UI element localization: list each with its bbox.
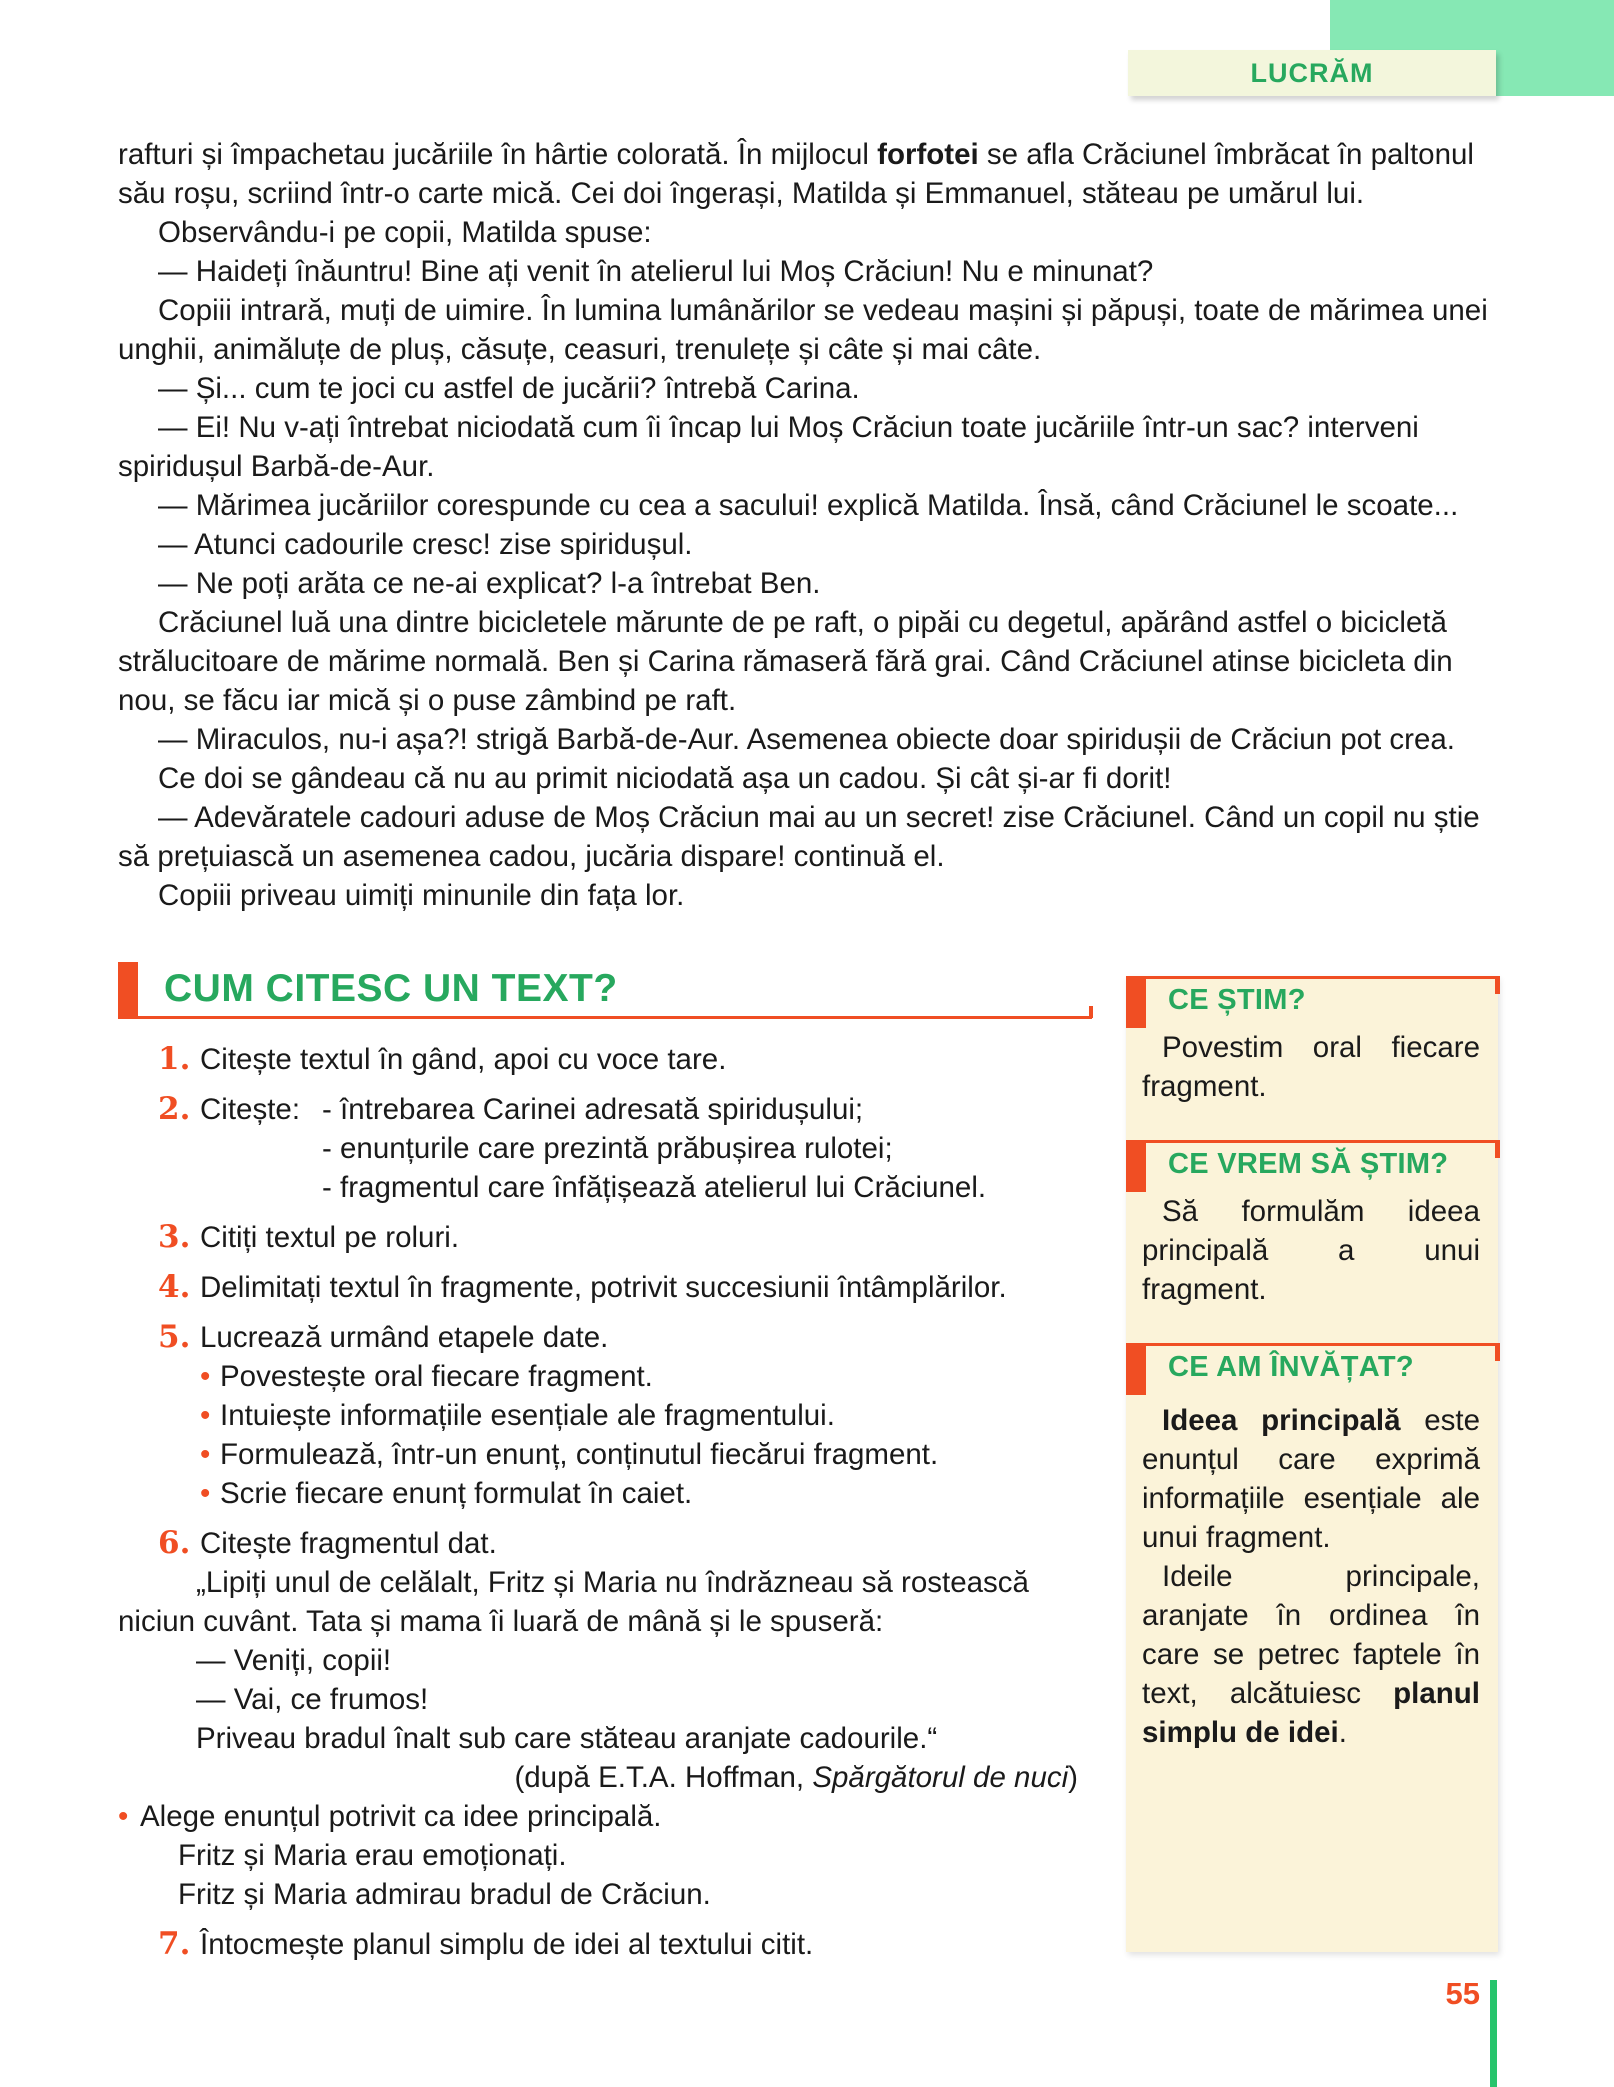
task-list [118,1040,1078,1975]
task-subitem: - enunțurile care prezintă prăbușirea rulotei; [322,1132,893,1165]
heading-accent-bar [118,962,138,1016]
quote-line: Priveau bradul înalt sub care stăteau aranjate cadourile.“ [196,1722,938,1755]
bullet-item: • Scrie fiecare enunț formulat în caiet. [200,1474,1078,1513]
key-term: planul simplu de idei [1142,1677,1480,1749]
section-heading [118,962,1092,1022]
bold-word: forfotei [877,138,979,171]
option-line: Fritz și Maria admirau bradul de Crăciun. [178,1878,711,1911]
box-text: Povestim oral fiecare fragment. [1142,1031,1480,1103]
bullet-item: • Formulează, într-un enunț, conținutul fiecărui fragment. [200,1435,1078,1474]
heading-underline [118,1016,1092,1019]
bullet-item: • Intuiește informațiile esențiale ale fragmentului. [200,1396,1078,1435]
story-paragraph: — Mărimea jucăriilor corespunde cu cea a sacului! explică Matilda. Însă, când Crăciunel le scoate... [158,489,1459,522]
info-box-what-we-want [1126,1140,1498,1309]
task-text: Citiți textul pe roluri. [200,1221,460,1254]
story-paragraph: — Ei! Nu v-ați întrebat niciodată cum îi încap lui Moș Crăciun toate jucăriile într-un sac? interveni spiridușul Barbă-de-Aur. [118,411,1419,483]
task-1 [118,1040,1078,1079]
story-paragraph: rafturi și împachetau jucăriile în hârtie colorată. În mijlocul forfotei se afla Crăciunel îmbrăcat în paltonul său roșu, scriind într-o carte mică. Cei doi îngerași, Matilda și Emmanuel, stăteau pe umărul lui. [118,138,1474,210]
info-box-what-we-learned [1126,1343,1498,1752]
heading-tick [1089,1006,1093,1018]
page-number: 55 [1445,1976,1480,2011]
box-title: CE VREM SĂ ȘTIM? [1168,1148,1449,1180]
sidebar-panel [1126,976,1498,1952]
story-paragraph: Ce doi se gândeau că nu au primit niciodată așa un cadou. Și cât și-ar fi dorit! [158,762,1172,795]
task-text: Întocmește planul simplu de idei al textului citit. [200,1928,814,1961]
quote-line: „Lipiți unul de celălalt, Fritz și Maria nu îndrăzneau să rostească niciun cuvânt. Tata și mama îi luară de mână și le spuseră: [118,1566,1029,1638]
story-paragraph: Crăciunel luă una dintre bicicletele mărunte de pe raft, o pipăi cu degetul, apărând astfel o bicicletă strălucitoare de mărime normală. Ben și Carina rămaseră fără grai. Când Crăciunel atinse bicicleta din nou, se făcu iar mică și o puse zâmbind pe raft. [118,606,1453,717]
box-title: CE AM ÎNVĂȚAT? [1168,1351,1414,1383]
story-text [118,135,1498,915]
box-text: Să formulăm ideea principală a unui fragment. [1142,1195,1480,1306]
task-number: 4. [158,1269,191,1305]
story-paragraph: Copiii intrară, muți de uimire. În lumina lumânărilor se vedeau mașini și păpuși, toate de mărimea unei unghii, animăluțe de pluș, căsuțe, ceasuri, trenulețe și câte și mai câte. [118,294,1488,366]
story-paragraph: — Haideți înăuntru! Bine ați venit în atelierul lui Moș Crăciun! Nu e minunat? [158,255,1154,288]
story-paragraph: Copiii priveau uimiți minunile din fața lor. [158,879,685,912]
task-number: 3. [158,1219,191,1255]
option-line: Fritz și Maria erau emoționați. [178,1839,567,1872]
story-paragraph: — Adevăratele cadouri aduse de Moș Crăciun mai au un secret! zise Crăciunel. Când un copil nu știe să prețuiască un asemenea cadou, jucăria dispare! continuă el. [118,801,1480,873]
box-title: CE ȘTIM? [1168,984,1306,1016]
task-number: 6. [158,1525,191,1561]
task-3 [118,1218,1078,1257]
key-term: Ideea principală [1162,1404,1401,1437]
task-5 [118,1318,1078,1513]
task-4 [118,1268,1078,1307]
section-tab: LUCRĂM [1128,50,1496,96]
task-2 [118,1090,1078,1207]
section-title: CUM CITESC UN TEXT? [164,967,618,1010]
quote-block [118,1563,1078,1797]
box-text: Ideile principale, aranjate în ordinea în care se petrec faptele în text, alcătuiesc planul simplu de idei. [1142,1560,1480,1749]
story-paragraph: Observându-i pe copii, Matilda spuse: [158,216,652,249]
story-paragraph: — Miraculos, nu-i așa?! strigă Barbă-de-Aur. Asemenea obiecte doar spiridușii de Crăciun pot crea. [158,723,1456,756]
task-text: Citește textul în gând, apoi cu voce tare. [200,1043,727,1076]
task-text: Lucrează urmând etapele date. [200,1321,609,1354]
task-number: 5. [158,1319,191,1355]
bullet-item: • Alege enunțul potrivit ca idee principală. [118,1797,1078,1836]
page-edge-bar [1490,1980,1497,2087]
quote-line: — Vai, ce frumos! [196,1683,429,1716]
task-text: Delimitați textul în fragmente, potrivit succesiunii întâmplărilor. [200,1271,1007,1304]
quote-line: — Veniți, copii! [196,1644,392,1677]
story-paragraph: — Ne poți arăta ce ne-ai explicat? l-a întrebat Ben. [158,567,821,600]
task-number: 2. [158,1091,191,1127]
task-number: 7. [158,1926,191,1962]
task-7 [118,1925,1078,1964]
task-text: Citește fragmentul dat. [200,1527,497,1560]
box-text: Ideea principală este enunțul care exprimă informațiile esențiale ale unui fragment. [1142,1404,1480,1554]
task-subitem: - întrebarea Carinei adresată spiridușului; [322,1093,864,1126]
task-number: 1. [158,1041,191,1077]
quote-source: (după E.T.A. Hoffman, Spărgătorul de nuci) [514,1761,1078,1794]
story-paragraph: — Atunci cadourile cresc! zise spiridușul. [158,528,693,561]
story-paragraph: — Și... cum te joci cu astfel de jucării? întrebă Carina. [158,372,860,405]
book-title: Spărgătorul de nuci [812,1761,1069,1794]
info-box-what-we-know [1126,976,1498,1106]
task-text: Citește: [200,1093,301,1126]
task-subitem: - fragmentul care înfățișează atelierul lui Crăciunel. [322,1171,987,1204]
task-6 [118,1524,1078,1914]
bullet-item: • Povestește oral fiecare fragment. [200,1357,1078,1396]
